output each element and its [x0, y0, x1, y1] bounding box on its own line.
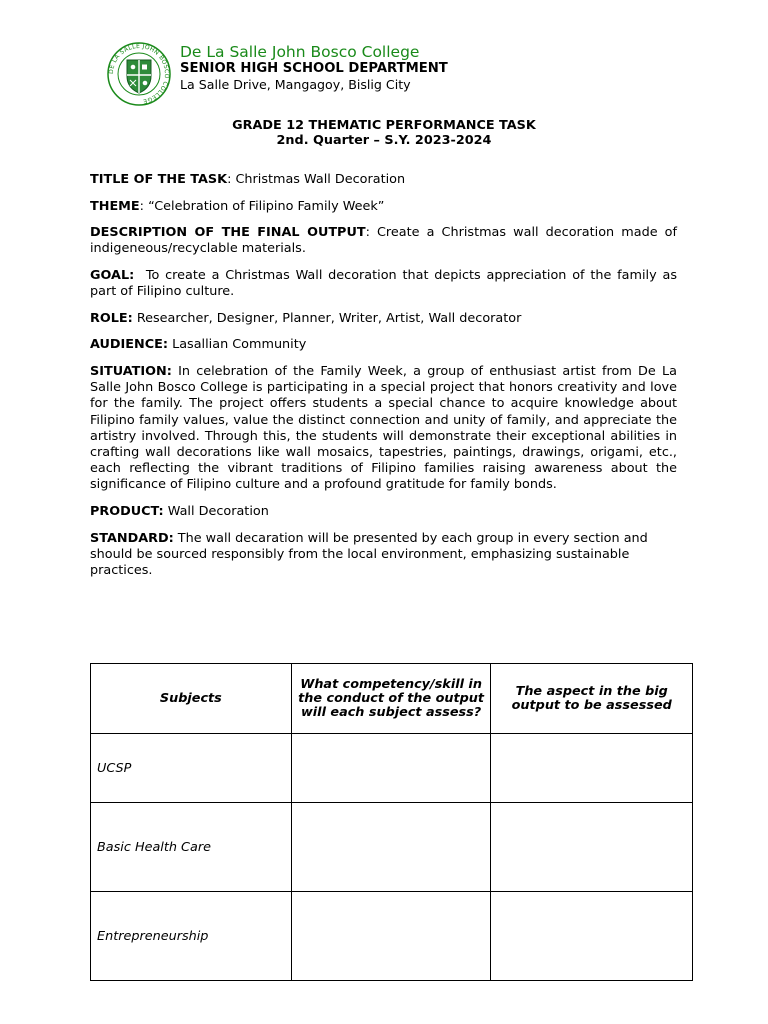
- field-product: PRODUCT: Wall Decoration: [90, 503, 269, 519]
- table-row: [91, 803, 693, 892]
- header-aspect: The aspect in the big output to be assessed: [491, 664, 693, 734]
- field-standard: STANDARD: The wall decaration will be presented by each group in every section and should be sourced responsibly from the local environment, emphasizing sustainable practices.: [90, 530, 648, 578]
- college-address: La Salle Drive, Mangagoy, Bislig City: [180, 77, 411, 92]
- competency-cell[interactable]: [291, 803, 491, 892]
- aspect-cell[interactable]: [491, 892, 693, 981]
- document-title-line1: GRADE 12 THEMATIC PERFORMANCE TASK: [232, 118, 536, 133]
- assessment-table: [90, 663, 693, 981]
- field-description: DESCRIPTION OF THE FINAL OUTPUT: Create a Christmas wall decoration made of indigeneous/recyclable materials.: [90, 225, 677, 257]
- aspect-cell[interactable]: [491, 734, 693, 803]
- table-row: [91, 892, 693, 981]
- field-audience: AUDIENCE: Lasallian Community: [90, 337, 307, 353]
- college-seal-icon: [103, 42, 175, 106]
- field-situation: SITUATION: In celebration of the Family Week, a group of enthusiast artist from De La Salle John Bosco College is participating in a special project that honors creativity and love for the family. The project offers students a special chance to acquire knowledge about Filipino family values, value the distinct connection and unity of family, and appreciate the artistry involved. Through this, the students will demonstrate their exceptional abilities in crafting wall decorations like wall mosaics, tapestries, paintings, drawings, origami, etc., each reflecting the vibrant traditions of Filipino families raising awareness about the significance of Filipino culture and a profound gratitude for family bonds.: [90, 363, 677, 493]
- department-name: SENIOR HIGH SCHOOL DEPARTMENT: [180, 61, 448, 76]
- document-title-line2: 2nd. Quarter – S.Y. 2023-2024: [276, 133, 492, 148]
- subject-cell: UCSP: [91, 734, 292, 803]
- aspect-cell[interactable]: [491, 803, 693, 892]
- table-header-row: [91, 664, 693, 734]
- subject-cell: Basic Health Care: [91, 803, 292, 892]
- table-row: [91, 734, 693, 803]
- competency-cell[interactable]: [291, 892, 491, 981]
- letterhead: [103, 42, 663, 106]
- subject-cell: Entrepreneurship: [91, 892, 292, 981]
- header-subjects: Subjects: [91, 664, 292, 734]
- task-details: [90, 172, 682, 590]
- field-goal: GOAL: To create a Christmas Wall decoration that depicts appreciation of the family as part of Filipino culture.: [90, 267, 682, 300]
- competency-cell[interactable]: [291, 734, 491, 803]
- field-theme: THEME: “Celebration of Filipino Family Week”: [90, 198, 385, 214]
- college-name: De La Salle John Bosco College: [180, 43, 420, 61]
- header-competency: What competency/skill in the conduct of the output will each subject assess?: [291, 664, 491, 734]
- field-title-of-task: TITLE OF THE TASK: Christmas Wall Decoration: [90, 172, 406, 187]
- document-title: [0, 118, 768, 148]
- field-role: ROLE: Researcher, Designer, Planner, Writer, Artist, Wall decorator: [90, 310, 522, 326]
- seal-ring-text: DE LA SALLE JOHN BOSCO COLLEGE: [107, 42, 171, 105]
